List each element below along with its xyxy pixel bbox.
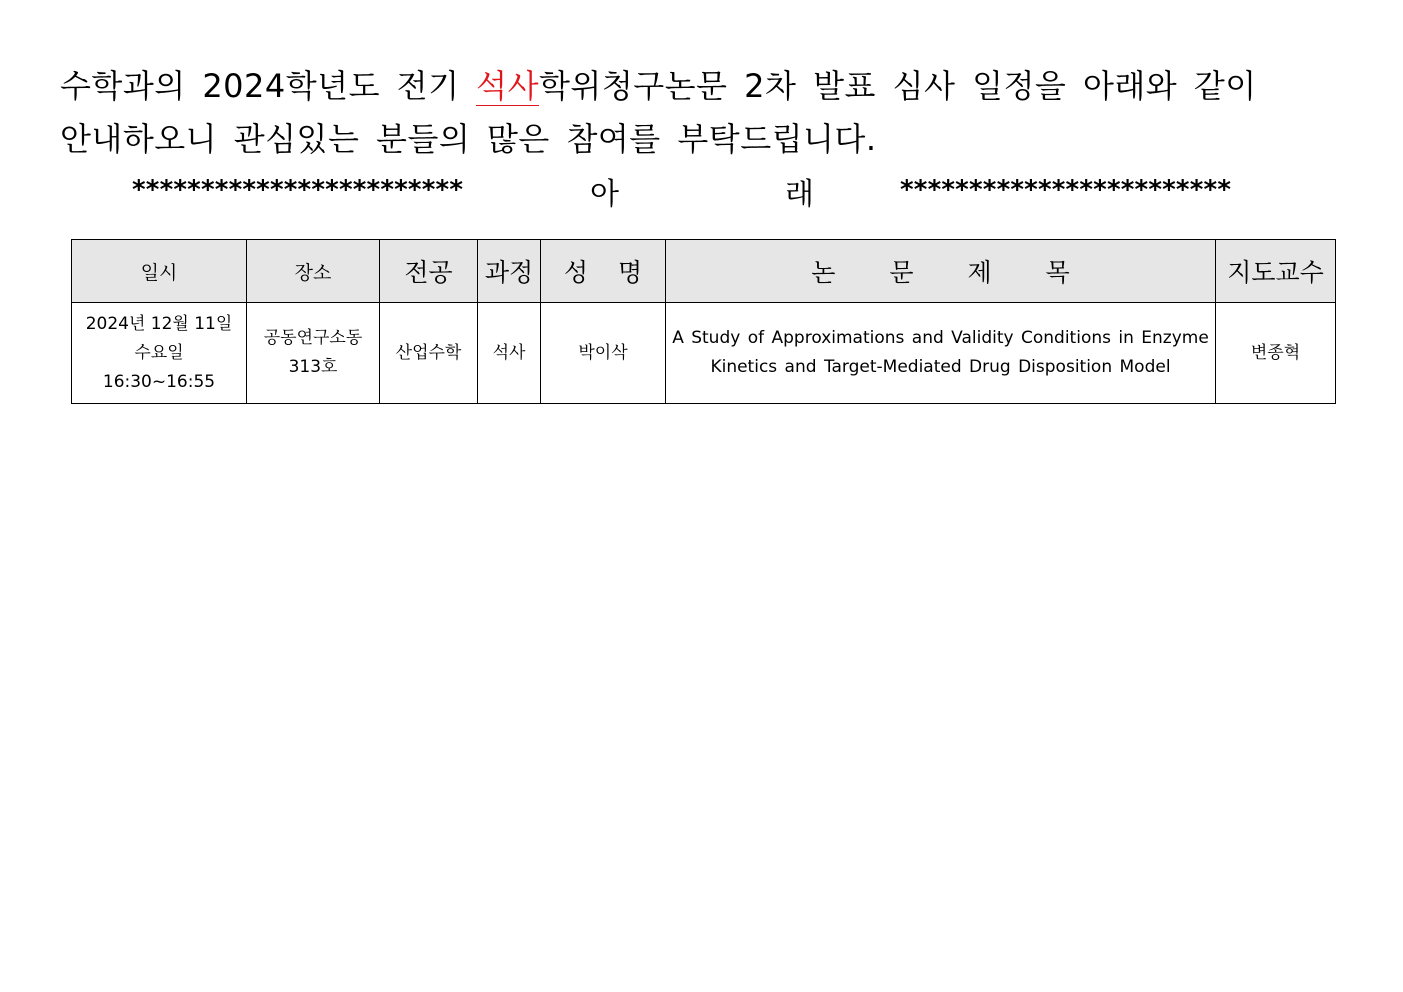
cell-course: 석사 [478, 303, 541, 404]
header-thesis-title: 논 문 제 목 [666, 240, 1216, 303]
header-location: 장소 [247, 240, 380, 303]
cell-datetime [72, 303, 247, 404]
header-name: 성 명 [541, 240, 666, 303]
cell-major: 산업수학 [380, 303, 478, 404]
header-course: 과정 [478, 240, 541, 303]
header-major: 전공 [380, 240, 478, 303]
table-row [72, 303, 1336, 404]
cell-time: 16:30~16:55 [102, 371, 216, 392]
stars-right: ************************ [900, 175, 1232, 205]
divider-char-rae: 래 [785, 177, 814, 212]
notice-line-1 [60, 60, 1360, 113]
cell-name: 박이삭 [541, 303, 666, 404]
cell-weekday: 수요일 [134, 342, 184, 363]
notice-line1-prefix: 수학과의 2024학년도 전기 [60, 67, 477, 105]
cell-location-line2: 313호 [288, 357, 338, 377]
cell-location [247, 303, 380, 404]
notice-line-2: 안내하오니 관심있는 분들의 많은 참여를 부탁드립니다. [60, 120, 877, 158]
schedule-table [71, 239, 1336, 404]
cell-advisor: 변종혁 [1216, 303, 1336, 404]
cell-date: 2024년 12월 11일 [85, 313, 233, 334]
header-datetime: 일시 [72, 240, 247, 303]
cell-location-line1: 공동연구소동 [263, 328, 363, 348]
section-divider [0, 165, 1403, 212]
cell-thesis-title: A Study of Approximations and Validity Conditions in Enzyme Kinetics and Target-Mediated Drug Disposition Model [666, 303, 1216, 404]
divider-char-a: 아 [590, 177, 619, 212]
stars-left: ************************ [132, 175, 464, 205]
header-advisor: 지도교수 [1216, 240, 1336, 303]
table-header-row [72, 240, 1336, 303]
degree-highlight: 석사 [476, 67, 539, 105]
notice-text [60, 60, 1360, 166]
notice-line1-suffix: 학위청구논문 2차 발표 심사 일정을 아래와 같이 [539, 67, 1257, 105]
